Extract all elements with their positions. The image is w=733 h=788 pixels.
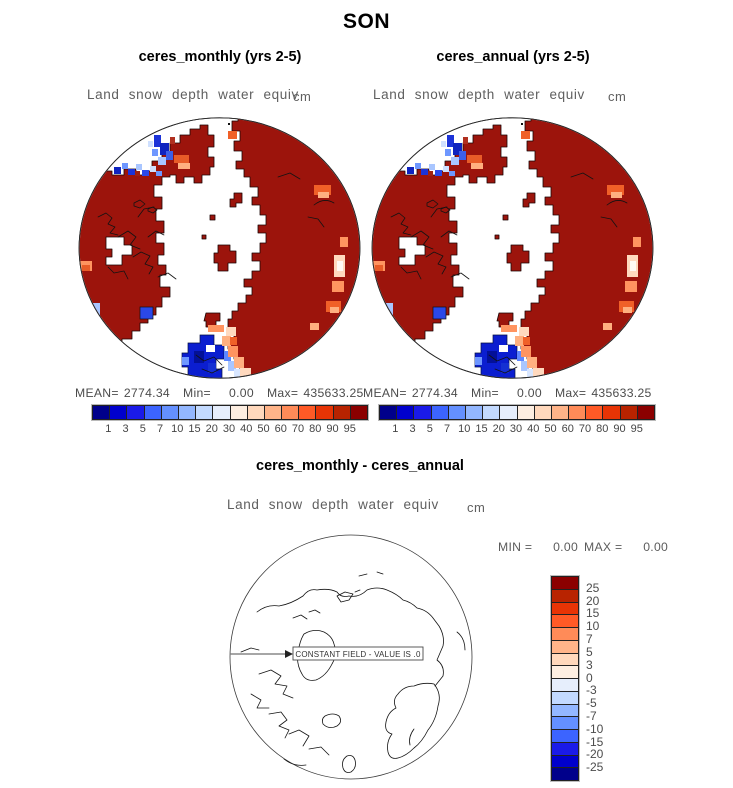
colorbar-tick: 20 xyxy=(205,423,218,435)
colorbar-cell xyxy=(110,405,127,420)
colorbar-tick: -15 xyxy=(586,734,604,749)
colorbar-cell xyxy=(466,405,483,420)
colorbar-tick: 80 xyxy=(309,423,322,435)
colorbar-tick: 10 xyxy=(586,619,600,634)
colorbar-tick: 40 xyxy=(527,423,540,435)
colorbar-tick: 5 xyxy=(139,423,146,435)
max-value: 435633.25 xyxy=(303,386,364,400)
colorbar-tick: 1 xyxy=(392,423,399,435)
colorbar-cell xyxy=(551,717,579,730)
colorbar-cell xyxy=(551,756,579,769)
colorbar-tick: 0 xyxy=(586,670,593,685)
colorbar-tick: 3 xyxy=(586,657,593,672)
colorbar-cell xyxy=(551,743,579,756)
mean-label: MEAN= xyxy=(363,386,407,400)
colorbar-cell xyxy=(316,405,333,420)
colorbar-tick: 60 xyxy=(561,423,574,435)
colorbar-cell xyxy=(603,405,620,420)
colorbar-tick: 70 xyxy=(578,423,592,435)
colorbar-tick: 20 xyxy=(492,423,505,435)
colorbar-tick: -3 xyxy=(586,683,597,698)
colorbar-cell xyxy=(179,405,196,420)
colorbar-cell xyxy=(551,641,579,654)
colorbar-cell xyxy=(196,405,213,420)
colorbar-left-ticks xyxy=(91,423,367,437)
colorbar-cell xyxy=(145,405,162,420)
colorbar-tick: 50 xyxy=(544,423,557,435)
min-label: MIN = xyxy=(498,540,533,554)
colorbar-tick: 10 xyxy=(171,423,184,435)
colorbar-tick: -5 xyxy=(586,696,597,711)
colorbar-tick: 90 xyxy=(326,423,339,435)
left-panel-title: ceres_monthly (yrs 2-5) xyxy=(138,49,302,65)
min-value: 0.00 xyxy=(553,540,579,554)
colorbar-cell xyxy=(552,405,569,420)
colorbar-cell xyxy=(551,679,579,692)
min-label: Min= xyxy=(183,386,211,400)
colorbar-cell xyxy=(351,405,368,420)
colorbar-tick: 25 xyxy=(586,580,600,595)
left-field-label: Land snow depth water equiv xyxy=(87,87,299,102)
colorbar-tick: 15 xyxy=(475,423,488,435)
polar-map-ceres-annual-svg xyxy=(371,117,654,379)
max-label: MAX = xyxy=(584,540,623,554)
colorbar-cell xyxy=(551,705,579,718)
colorbar-cell xyxy=(551,692,579,705)
colorbar-tick: 30 xyxy=(509,423,523,435)
colorbar-cell xyxy=(551,576,579,590)
right-panel-title: ceres_annual (yrs 2-5) xyxy=(436,49,590,65)
colorbar-cell xyxy=(500,405,517,420)
colorbar-cell xyxy=(551,730,579,743)
colorbar-cell xyxy=(334,405,351,420)
colorbar-tick: -20 xyxy=(586,747,604,762)
diff-minmax xyxy=(498,540,674,554)
colorbar-tick: 30 xyxy=(222,423,236,435)
max-label: Max= xyxy=(554,386,587,400)
colorbar-tick: -10 xyxy=(586,721,604,736)
colorbar-tick: 60 xyxy=(274,423,287,435)
polar-map-ceres-monthly xyxy=(78,117,361,379)
colorbar-diff-ticks xyxy=(586,575,630,780)
colorbar-tick: 80 xyxy=(596,423,609,435)
min-label: Min= xyxy=(471,386,499,400)
colorbar-cell xyxy=(231,405,248,420)
colorbar-tick: -7 xyxy=(586,708,597,723)
colorbar-cell xyxy=(569,405,586,420)
colorbar-tick: 5 xyxy=(426,423,433,435)
stats-right xyxy=(363,386,652,400)
colorbar-cell xyxy=(299,405,316,420)
colorbar-tick: 3 xyxy=(409,423,416,435)
colorbar-cell xyxy=(265,405,282,420)
colorbar-tick: 40 xyxy=(240,423,253,435)
polar-map-ceres-annual xyxy=(371,117,654,379)
colorbar-tick: 95 xyxy=(343,423,356,435)
colorbar-tick: 70 xyxy=(291,423,305,435)
mean-label: MEAN= xyxy=(75,386,119,400)
min-value: 0.00 xyxy=(517,386,542,400)
colorbar-cell xyxy=(586,405,603,420)
colorbar-cell xyxy=(551,590,579,603)
page-title: SON xyxy=(342,10,390,33)
colorbar-tick: 15 xyxy=(188,423,201,435)
colorbar-tick: 10 xyxy=(458,423,471,435)
colorbar-cell xyxy=(414,405,431,420)
colorbar-diff xyxy=(550,575,580,782)
colorbar-cell xyxy=(449,405,466,420)
colorbar-tick: 90 xyxy=(613,423,626,435)
colorbar-tick: 15 xyxy=(586,606,600,621)
constant-field-annotation: CONSTANT FIELD - VALUE IS .0 xyxy=(295,649,421,659)
mean-value: 2774.34 xyxy=(123,386,170,400)
colorbar-cell xyxy=(551,666,579,679)
colorbar-cell xyxy=(213,405,230,420)
stats-left xyxy=(75,386,364,400)
colorbar-tick: 20 xyxy=(586,593,600,608)
colorbar-cell xyxy=(379,405,397,420)
colorbar-tick: 95 xyxy=(630,423,643,435)
colorbar-tick: 3 xyxy=(122,423,129,435)
colorbar-cell xyxy=(92,405,110,420)
colorbar-cell xyxy=(483,405,500,420)
colorbar-cell xyxy=(282,405,299,420)
max-value: 0.00 xyxy=(643,540,669,554)
colorbar-cell xyxy=(248,405,265,420)
max-label: Max= xyxy=(266,386,299,400)
right-units-label: cm xyxy=(608,89,627,104)
mean-value: 2774.34 xyxy=(411,386,458,400)
colorbar-cell xyxy=(535,405,552,420)
diff-field-label: Land snow depth water equiv xyxy=(227,497,439,512)
colorbar-tick: 7 xyxy=(156,423,164,435)
colorbar-tick: 5 xyxy=(586,644,593,659)
colorbar-cell xyxy=(551,628,579,641)
colorbar-cell xyxy=(397,405,414,420)
min-value: 0.00 xyxy=(229,386,254,400)
colorbar-tick: 1 xyxy=(105,423,112,435)
colorbar-cell xyxy=(551,603,579,616)
colorbar-cell xyxy=(432,405,449,420)
colorbar-cell xyxy=(551,615,579,628)
colorbar-left xyxy=(91,404,369,421)
colorbar-cell xyxy=(551,654,579,667)
polar-map-difference xyxy=(229,534,473,780)
colorbar-tick: 7 xyxy=(443,423,451,435)
left-units-label: cm xyxy=(293,89,312,104)
colorbar-cell xyxy=(638,405,655,420)
colorbar-cell xyxy=(127,405,144,420)
colorbar-right-ticks xyxy=(378,423,654,437)
diff-panel-title: ceres_monthly - ceres_annual xyxy=(256,458,464,474)
diff-units-label: cm xyxy=(467,500,486,515)
colorbar-right xyxy=(378,404,656,421)
colorbar-tick: 7 xyxy=(586,632,593,647)
right-field-label: Land snow depth water equiv xyxy=(373,87,585,102)
colorbar-cell xyxy=(162,405,179,420)
colorbar-cell xyxy=(518,405,535,420)
colorbar-cell xyxy=(621,405,638,420)
colorbar-tick: -25 xyxy=(586,760,604,775)
colorbar-tick: 50 xyxy=(257,423,270,435)
colorbar-cell xyxy=(551,768,579,781)
max-value: 435633.25 xyxy=(591,386,652,400)
